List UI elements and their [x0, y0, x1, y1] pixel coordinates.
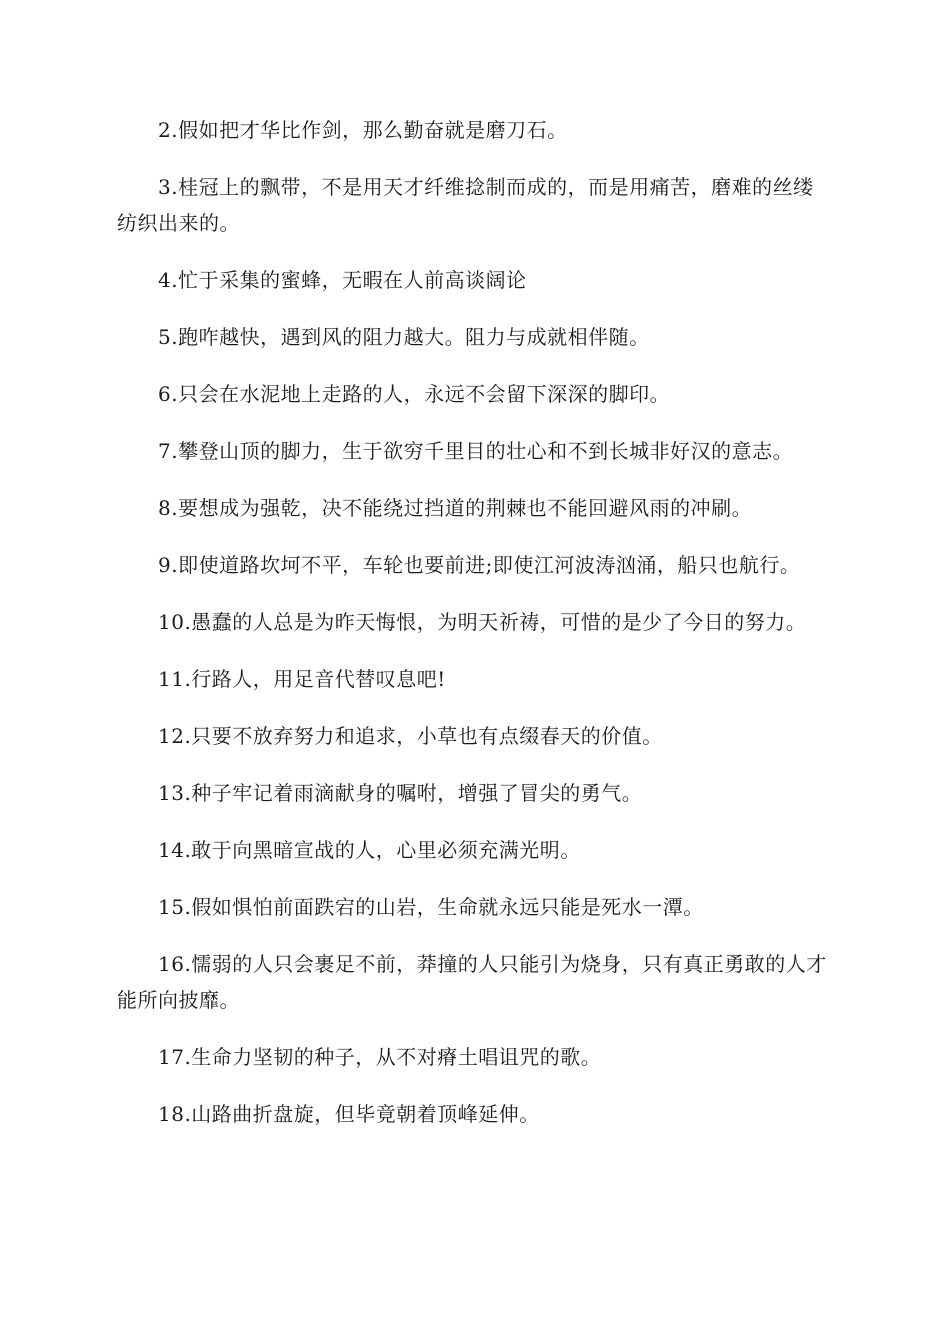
paragraph-10: 10.愚蠢的人总是为昨天悔恨，为明天祈祷，可惜的是少了今日的努力。	[158, 610, 807, 634]
paragraph-17: 17.生命力坚韧的种子，从不对瘠土唱诅咒的歌。	[158, 1045, 602, 1069]
paragraph-4: 4.忙于采集的蜜蜂，无暇在人前高谈阔论	[158, 268, 527, 292]
paragraph-2: 2.假如把才华比作剑，那么勤奋就是磨刀石。	[158, 118, 568, 142]
paragraph-15: 15.假如惧怕前面跌宕的山岩，生命就永远只能是死水一潭。	[158, 895, 704, 919]
paragraph-14: 14.敢于向黑暗宣战的人，心里必须充满光明。	[158, 838, 581, 862]
paragraph-12: 12.只要不放弃努力和追求，小草也有点缀春天的价值。	[158, 724, 663, 748]
paragraph-11: 11.行路人，用足音代替叹息吧!	[158, 667, 446, 691]
paragraph-7: 7.攀登山顶的脚力，生于欲穷千里目的壮心和不到长城非好汉的意志。	[158, 439, 794, 463]
paragraph-9: 9.即使道路坎坷不平，车轮也要前进;即使江河波涛汹涌，船只也航行。	[158, 553, 801, 577]
paragraph-3: 3.桂冠上的飘带，不是用天才纤维捻制而成的，而是用痛苦，磨难的丝缕纺织出来的。	[117, 175, 814, 235]
paragraph-5: 5.跑咋越快，遇到风的阻力越大。阻力与成就相伴随。	[158, 325, 650, 349]
paragraph-18: 18.山路曲折盘旋，但毕竟朝着顶峰延伸。	[158, 1102, 540, 1126]
paragraph-6: 6.只会在水泥地上走路的人，永远不会留下深深的脚印。	[158, 382, 671, 406]
paragraph-8: 8.要想成为强乾，决不能绕过挡道的荆棘也不能回避风雨的冲刷。	[158, 496, 753, 520]
document-body	[117, 112, 833, 1153]
paragraph-16: 16.懦弱的人只会裹足不前，莽撞的人只能引为烧身，只有真正勇敢的人才能所向披靡。	[117, 952, 827, 1012]
paragraph-13: 13.种子牢记着雨滴献身的嘱咐，增强了冒尖的勇气。	[158, 781, 643, 805]
